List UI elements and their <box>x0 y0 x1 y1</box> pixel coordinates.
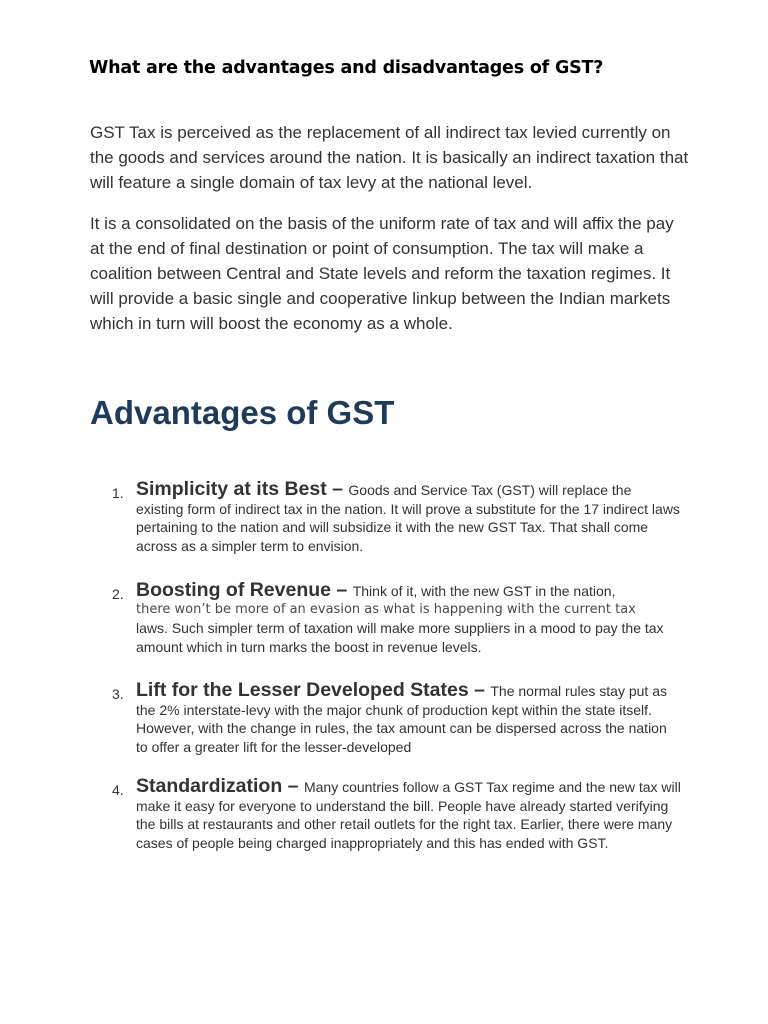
intro-paragraph-2: It is a consolidated on the basis of the uniform rate of tax and will affix the pay at the end of final destination or point of consumption. The tax will make a coalition between Central and State levels and reform the taxation regimes. It will provide a basic single and cooperative linkup between the Indian markets which in turn will boost the economy as a whole. <box>90 214 674 333</box>
advantage-text: The normal rules stay put as the 2% interstate-levy with the major chunk of production kept within the state itself. However, with the change in rules, the tax amount can be dispersed across the nation to offer a greater lift for the lesser-developed <box>136 683 667 755</box>
intro-paragraph-1: GST Tax is perceived as the replacement of all indirect tax levied currently on the goods and services around the nation. It is basically an indirect taxation that will feature a single domain of tax levy at the national level. <box>90 123 689 192</box>
list-number: 3. <box>112 686 124 702</box>
advantage-item-standardization <box>112 777 682 852</box>
advantage-body <box>136 480 682 555</box>
advantage-body <box>136 581 682 656</box>
advantage-text-odd-line: there won’t be more of an evasion as what is happening with the current tax <box>136 601 636 617</box>
list-number: 2. <box>112 586 124 602</box>
advantage-body <box>136 681 682 756</box>
advantage-title: Lift for the Lesser Developed States – <box>136 679 491 701</box>
advantages-heading: Advantages of GST <box>90 394 395 431</box>
page-title: What are the advantages and disadvantages of GST? <box>89 58 604 78</box>
advantage-item-lesser-developed <box>112 681 682 756</box>
advantage-title: Boosting of Revenue – <box>136 579 353 601</box>
list-number: 4. <box>112 782 124 798</box>
list-number: 1. <box>112 485 124 501</box>
advantage-text-lead: Think of it, with the new GST in the nation, <box>352 583 616 599</box>
advantage-text-rest: laws. Such simpler term of taxation will make more suppliers in a mood to pay the tax amount which in turn marks the boost in revenue levels. <box>136 620 664 655</box>
advantage-item-simplicity <box>112 480 682 555</box>
advantage-title: Simplicity at its Best – <box>136 478 349 500</box>
advantage-text: Many countries follow a GST Tax regime and the new tax will make it easy for everyone to understand the bill. People have already started verifying the bills at restaurants and other retail outlets for the right tax. Earlier, there were many cases of people being charged inappropriately and this has ended with GST. <box>136 779 681 851</box>
advantage-title: Standardization – <box>136 775 304 797</box>
advantage-text: Goods and Service Tax (GST) will replace the existing form of indirect tax in the nation. It will prove a substitute for the 17 indirect laws pertaining to the nation and will subsidize it with the new GST Tax. That shall come across as a simpler term to envision. <box>136 482 680 554</box>
advantage-body <box>136 777 682 852</box>
advantage-item-revenue <box>112 581 682 656</box>
